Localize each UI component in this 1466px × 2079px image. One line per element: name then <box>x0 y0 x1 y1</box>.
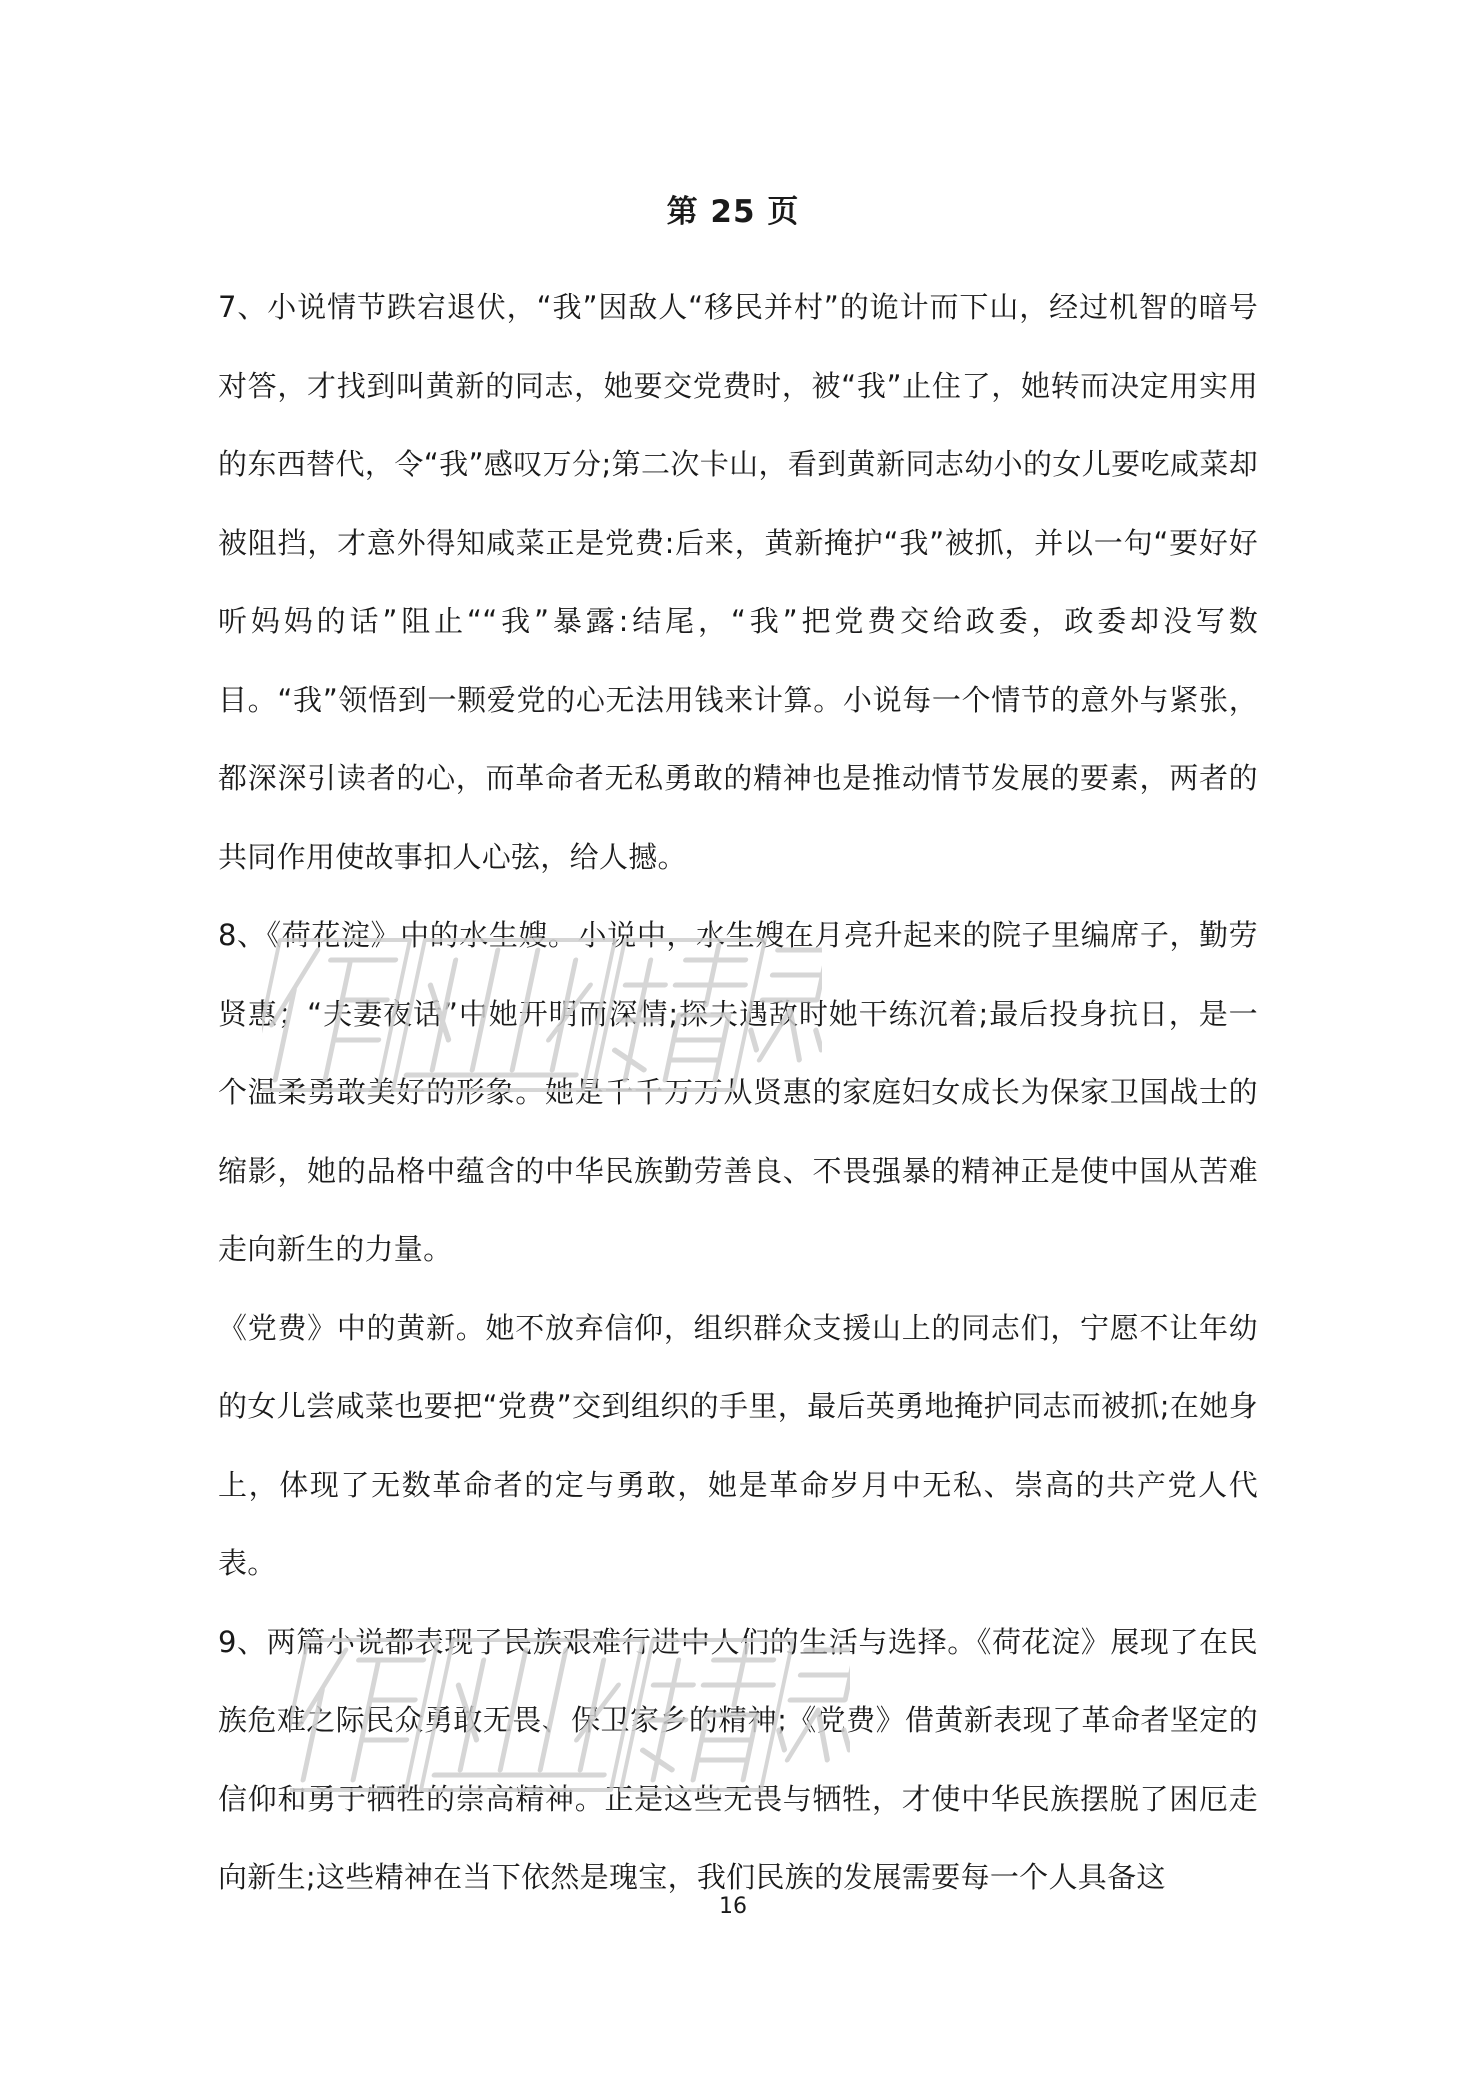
answer-paragraph-8b: 《党费》中的黄新。她不放弃信仰，组织群众支援山上的同志们，宁愿不让年幼的女儿尝咸菜也要把“党费”交到组织的手里，最后英勇地掩护同志而被抓;在她身上，体现了无数革命者的定与勇敢，她是革命岁月中无私、崇高的共产党人代表。 <box>218 1310 1258 1580</box>
page-title: 第 25 页 <box>666 194 800 230</box>
answer-paragraph-8a: 8、《荷花淀》中的水生嫂。小说中，水生嫂在月亮升起来的院子里编席子，勤劳贤惠；“夫妻夜话”中她开明而深情;探夫遇敌时她干练沉着;最后投身抗日，是一个温柔勇敢美好的形象。她是千千万万从贤惠的家庭妇女成长为保家卫国战士的缩影，她的品格中蕴含的中华民族勤劳善良、不畏强暴的精神正是使中国从苦难走向新生的力量。 <box>218 918 1258 1266</box>
answer-paragraph-9: 9、两篇小说都表现了民族艰难行进中人们的生活与选择。《荷花淀》展现了在民族危难之际民众勇敢无畏、保卫家乡的精神;《党费》借黄新表现了革命者坚定的信仰和勇于牺牲的崇高精神。正是这些无畏与牺牲，才使中华民族摆脱了困厄走向新生;这些精神在当下依然是瑰宝，我们民族的发展需要每一个人具备这 <box>218 1624 1258 1894</box>
answer-paragraph-7: 7、小说情节跌宕退伏，“我”因敌人“移民并村”的诡计而下山，经过机智的暗号对答，才找到叫黄新的同志，她要交党费时，被“我”止住了，她转而决定用实用的东西替代，令“我”感叹万分;第二次卡山，看到黄新同志幼小的女儿要吃咸菜却被阻挡，才意外得知咸菜正是党费:后来，黄新掩护“我”被抓，并以一句“要好好听妈妈的话”阻止““我”暴露:结尾，“我”把党费交给政委，政委却没写数目。“我”领悟到一颗爱党的心无法用钱来计算。小说每一个情节的意外与紧张，都深深引读者的心，而革命者无私勇敢的精神也是推动情节发展的要素，两者的共同作用使故事扣人心弦，给人撼。 <box>218 290 1258 874</box>
answer-body <box>218 268 1258 1917</box>
page-number: 16 <box>719 1894 747 1919</box>
